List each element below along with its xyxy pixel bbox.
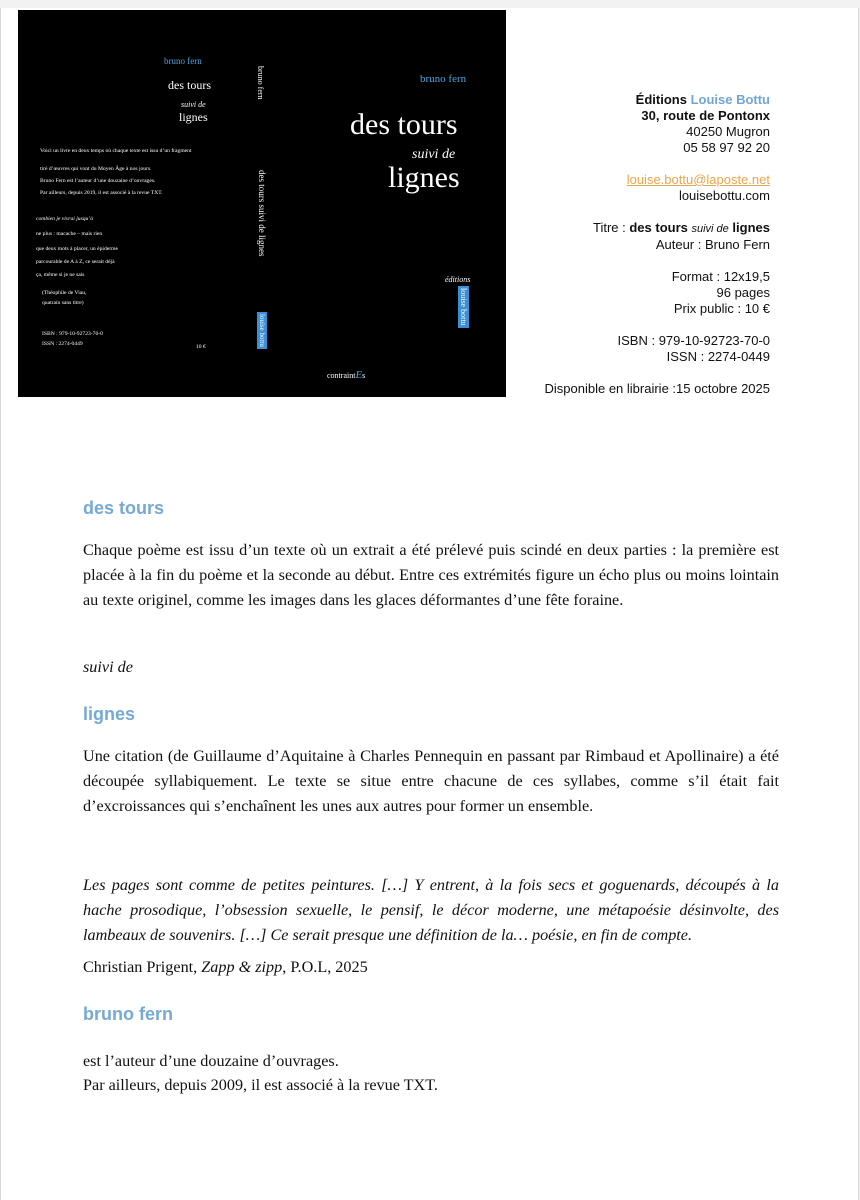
front-publisher: louise bottu: [459, 288, 468, 326]
back-poem-line: ne plus : macache – mais rien: [36, 231, 103, 237]
address-line-1: 30, route de Pontonx: [641, 108, 770, 123]
paragraph-lignes: Une citation (de Guillaume d’Aquitaine à Charles Pennequin en passant par Rimbaud et Apollinaire) a été découpée syllabiquement. Le texte se situe entre chacune de ces syllabes, comme s’il était fait d’excroissances qui s’enchaînent les unes aux autres pour former un ensemble.: [83, 747, 779, 815]
spine-author: bruno fern: [256, 66, 265, 100]
back-cover: [18, 10, 250, 397]
back-poem-line: combien je vivrai jusqu’à: [36, 216, 94, 222]
collection-prefix: contraint: [327, 371, 356, 380]
back-blurb-line: Bruno Fern est l’auteur d’une douzaine d’ouvrages.: [40, 178, 156, 184]
back-poem-source: quatrain sans titre): [42, 300, 84, 306]
bio-line-2: Par ailleurs, depuis 2009, il est associé à la revue TXT.: [83, 1076, 438, 1094]
front-title: des tours: [350, 108, 458, 141]
price-line: Prix public : 10 €: [673, 301, 770, 316]
front-editions: éditions: [445, 275, 471, 284]
back-price: 10 €: [196, 344, 206, 350]
front-lignes: lignes: [388, 161, 460, 194]
titre-b: suivi de: [691, 223, 729, 235]
publisher-info: [470, 92, 770, 397]
back-isbn: ISBN : 979-10-92723-70-0: [42, 331, 103, 337]
spine-title: des tours suivi de lignes: [257, 170, 267, 257]
publisher-name: Louise Bottu: [690, 92, 770, 107]
back-poem-line: que deux mots à placer, un épiderme: [36, 246, 118, 252]
quote-attribution: [83, 955, 368, 980]
email-row: [470, 172, 770, 188]
front-suivi: suivi de: [412, 147, 456, 162]
back-poem-line: parcourable de A à Z, ce serait déjà: [36, 259, 115, 265]
titre-line: [470, 220, 770, 237]
quote-publisher: , P.O.L, 2025: [282, 958, 368, 976]
back-lignes: lignes: [179, 110, 208, 124]
paragraph-des-tours: Chaque poème est issu d’un texte où un extrait a été prélevé puis scindé en deux parties : la première est placée à la fin du poème et la seconde au début. Entre ces extrémités figure un écho plus ou moins lointain au texte originel, comme les images dans les glaces déformantes d’une fête foraine.: [83, 541, 779, 609]
pages-line: 96 pages: [716, 285, 770, 300]
titre-a: des tours: [629, 220, 688, 235]
heading-des-tours: des tours: [83, 498, 165, 518]
document-page: [0, 8, 859, 1200]
back-suivi: suivi de: [181, 100, 206, 109]
collection-logo: [327, 369, 365, 381]
back-issn: ISSN : 2274-0449: [42, 341, 83, 347]
quote-author: Christian Prigent,: [83, 958, 202, 976]
back-author: bruno fern: [164, 56, 202, 66]
back-poem-line: ça, même si je ne sais: [36, 272, 85, 278]
website: louisebottu.com: [678, 188, 770, 203]
back-blurb-line: Voici un livre en deux temps où chaque texte est issu d’un fragment: [40, 148, 192, 154]
address-line-2: 40250 Mugron: [686, 124, 770, 139]
auteur-line: Auteur : Bruno Fern: [655, 237, 770, 252]
collection-cap: E: [355, 369, 363, 381]
collection-suffix: s: [362, 371, 366, 380]
quote-book: Zapp & zipp: [201, 958, 283, 976]
issn-line: ISSN : 2274-0449: [666, 349, 770, 364]
publisher-prefix: Éditions: [635, 92, 687, 107]
heading-lignes: lignes: [83, 704, 136, 724]
publisher-line: [470, 92, 770, 108]
back-title: des tours: [168, 78, 211, 92]
back-poem-source: (Théophile de Viau,: [42, 290, 87, 296]
isbn-line: ISBN : 979-10-92723-70-0: [617, 333, 770, 348]
back-blurb-line: tiré d’œuvres qui vont du Moyen Âge à nos jours.: [40, 166, 152, 172]
suivi-de: suivi de: [83, 658, 133, 676]
heading-bruno-fern: bruno fern: [83, 1004, 173, 1024]
book-cover-image: [18, 10, 506, 397]
quote-text: Les pages sont comme de petites peintures. […] Y entrent, à la fois secs et goguenards, découpés à la hache prosodique, l’obsession sexuelle, le pensif, le décor moderne, une métapoésie désinvolte, des lambeaux de souvenirs. […] Ce serait presque une définition de la… poésie, en fin de compte.: [83, 876, 779, 944]
format-line: Format : 12x19,5: [671, 269, 770, 284]
titre-c: lignes: [732, 220, 770, 235]
back-blurb-line: Par ailleurs, depuis 2019, il est associé à la revue TXT.: [40, 190, 163, 196]
bio-line-1: est l’auteur d’une douzaine d’ouvrages.: [83, 1052, 339, 1070]
spine-publisher: louise bottu: [258, 314, 266, 347]
email-link[interactable]: louise.bottu@laposte.net: [626, 172, 770, 187]
availability-line: Disponible en librairie :15 octobre 2025: [544, 381, 770, 396]
front-author: bruno fern: [420, 73, 467, 85]
spine: [250, 10, 274, 397]
titre-label: Titre :: [592, 220, 626, 235]
phone: 05 58 97 92 20: [683, 140, 770, 155]
